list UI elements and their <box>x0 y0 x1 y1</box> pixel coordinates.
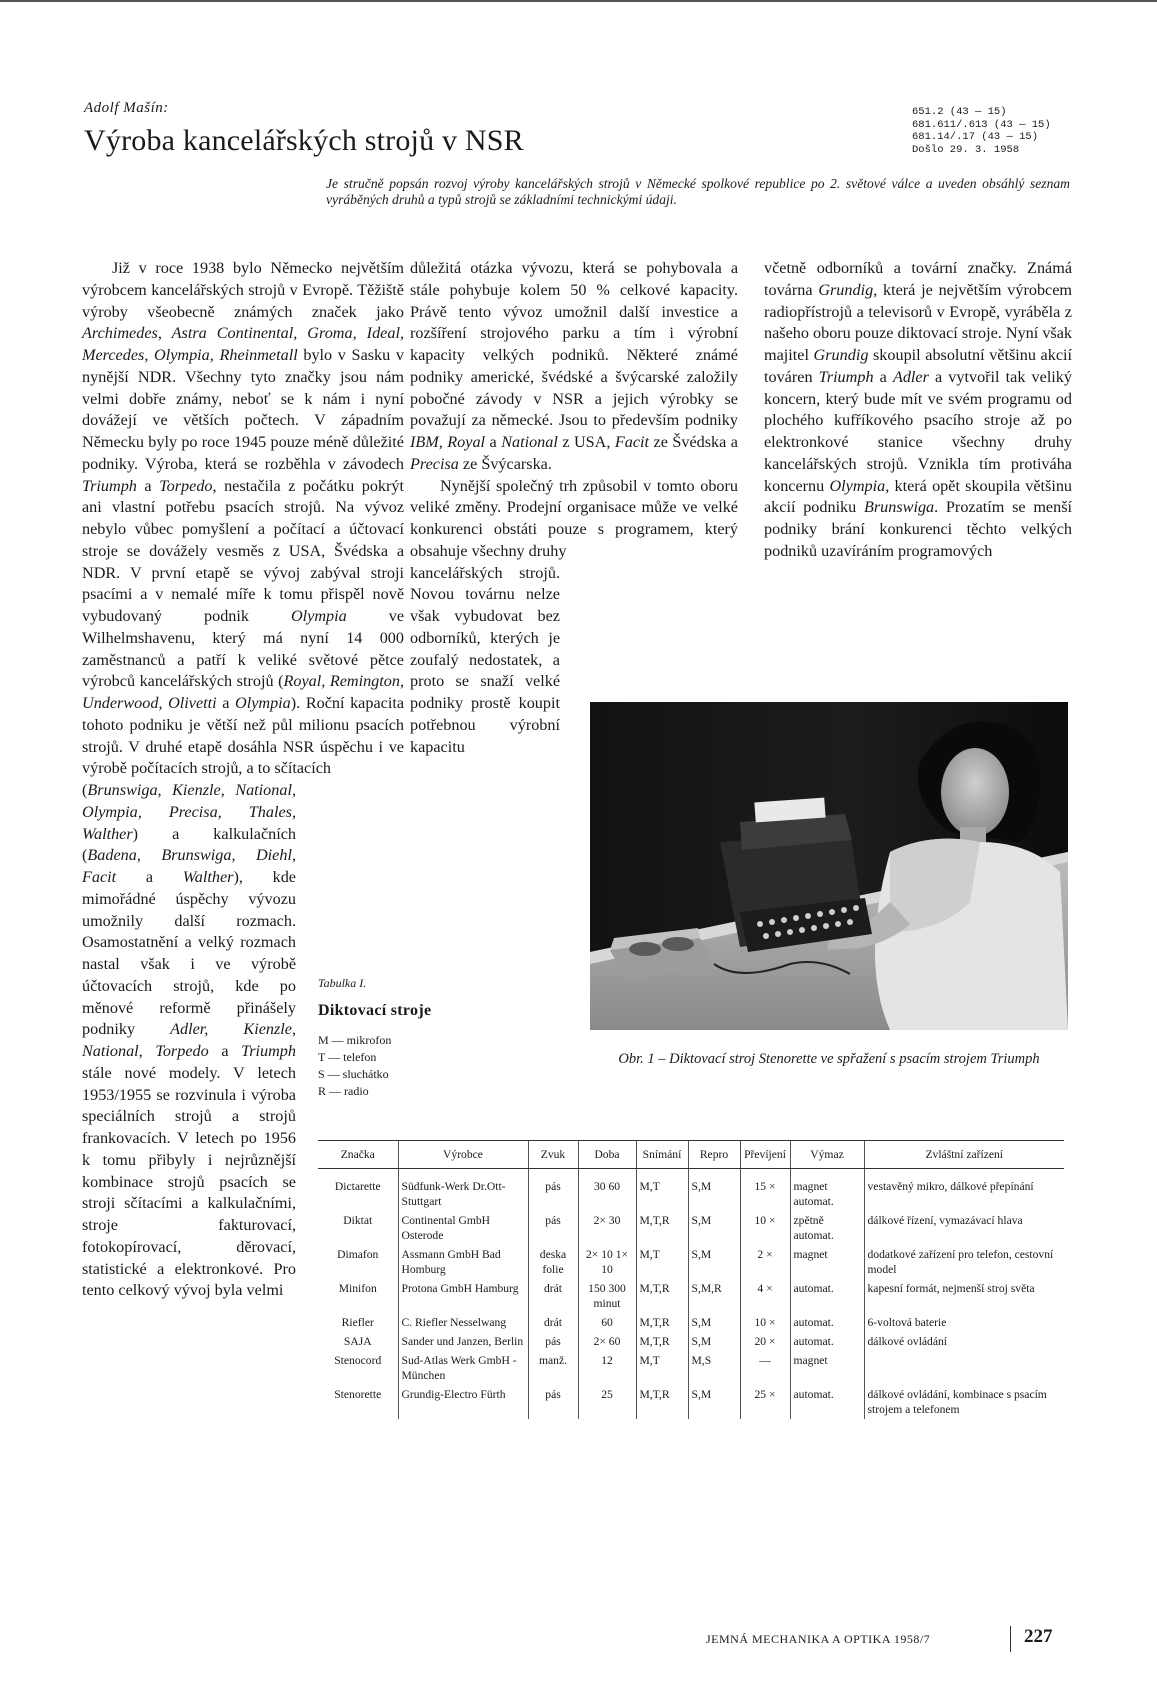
column-header: Doba <box>578 1141 636 1169</box>
table-cell: M,T,R <box>636 1385 688 1419</box>
table-cell: automat. <box>790 1385 864 1419</box>
table-cell: 6-voltová baterie <box>864 1313 1064 1332</box>
figure-caption: Obr. 1 – Diktovací stroj Stenorette ve spřažení s psacím strojem Triumph <box>618 1051 1040 1067</box>
table-cell: Continental GmbH Osterode <box>398 1211 528 1245</box>
table-cell: 2 × <box>740 1245 790 1279</box>
table-cell: Minifon <box>338 1282 377 1295</box>
table-row <box>318 1245 1064 1279</box>
table-cell: 150 300 minut <box>578 1279 636 1313</box>
body-column-3: včetně odborníků a tovární značky. Známá továrna Grundig, která je největším výrobcem radiopřístrojů a televisorů v Evropě, vyráběla z našeho oboru pouze diktovací stroje. Nyní však majitel Grundig skoupil absolutní většinu akcií továren Triumph a Adler a vytvořil tak veliký koncern, který bude mít ve svém programu od plochého kufříkového psacího stroje až po elektronkové stanice všechny druhy kancelářských strojů. Vznikla tím protiváha koncernu Olympia, která opět skoupila většinu akcií podniku Brunswiga. Prozatím se menší podniky brání konkurenci těchto velkých podniků uzavíráním programových <box>764 259 1073 560</box>
table-cell: Stenorette <box>334 1388 382 1401</box>
column-header: Zvláštní zařízení <box>864 1141 1064 1169</box>
table-cell: pás <box>528 1169 578 1212</box>
classification-codes <box>912 106 1051 156</box>
table-row <box>318 1313 1064 1332</box>
table-cell: S,M <box>688 1169 740 1212</box>
table-cell <box>864 1351 1064 1385</box>
body-column-2: důležitá otázka vývozu, která se pohybovala a stále pohybuje kolem 50 % celkové kapacity. Právě tento vývoz umožnil další investice a rozšíření strojového parku a tím i výrobní kapacity velkých podniků. Některé známé podniky americké, švédské a švýcarské založily pobočné závody v NSR a jejich výrobky se považují za německé. Jsou to především podniky IBM, Royal a National z USA, Facit ze Švédska a Precisa ze Švýcarska. Nynější společný trh způsobil v tomto oboru veliké změny. Prodejní organisace může ve velké konkurenci obstáti pouze s programem, který obsahuje všechny druhy kancelářských strojů. Novou továrnu nelze však vybudovat bez odborníků, kterých je zoufalý nedostatek, a proto se snaží velké podniky prostě koupit potřebnou výrobní kapacitu <box>410 259 738 756</box>
column-header: Výmaz <box>790 1141 864 1169</box>
column-header: Převíjení <box>740 1141 790 1169</box>
table-cell: — <box>740 1351 790 1385</box>
table-row <box>318 1332 1064 1351</box>
table-cell: pás <box>528 1385 578 1419</box>
dictation-machines-table <box>318 1140 1064 1419</box>
table-cell: 10 × <box>740 1313 790 1332</box>
table-cell: drát <box>528 1313 578 1332</box>
table-cell: magnet <box>790 1351 864 1385</box>
table-cell: S,M <box>688 1385 740 1419</box>
table-cell: M,T,R <box>636 1313 688 1332</box>
table-cell: SAJA <box>343 1335 372 1348</box>
table-cell: dálkové ovládání <box>864 1332 1064 1351</box>
table-cell: pás <box>528 1332 578 1351</box>
table-cell: 60 <box>578 1313 636 1332</box>
table-cell: Dictarette <box>334 1180 381 1193</box>
table-cell: M,T,R <box>636 1279 688 1313</box>
table-cell: 15 × <box>740 1169 790 1212</box>
table-cell: 12 <box>578 1351 636 1385</box>
table-cell: M,T <box>636 1351 688 1385</box>
table-cell: M,T,R <box>636 1332 688 1351</box>
table-cell: zpětně automat. <box>790 1211 864 1245</box>
photo-dictation-machine <box>590 702 1068 1030</box>
table-cell: Stenocord <box>334 1354 382 1367</box>
table-cell: magnet <box>790 1245 864 1279</box>
abstract: Je stručně popsán rozvoj výroby kancelářských strojů v Německé spolkové republice po 2. světové válce a uveden obsáhlý seznam vyráběných druhů a typů strojů se základními technickými údaji. <box>326 176 1070 207</box>
legend-item: M — mikrofon <box>318 1033 392 1047</box>
table-cell: 20 × <box>740 1332 790 1351</box>
table-cell: Dimafon <box>337 1248 379 1261</box>
column-header: Výrobce <box>398 1141 528 1169</box>
article-title: Výroba kancelářských strojů v NSR <box>84 124 524 157</box>
table-cell: S,M,R <box>688 1279 740 1313</box>
top-rule <box>0 0 1157 2</box>
table-cell: Sander und Janzen, Berlin <box>398 1332 528 1351</box>
udc-code-3: 681.14/.17 (43 — 15) <box>912 131 1039 143</box>
table-row <box>318 1279 1064 1313</box>
table-cell: 2× 10 1× 10 <box>578 1245 636 1279</box>
table-row <box>318 1385 1064 1419</box>
table-cell: drát <box>528 1279 578 1313</box>
table-cell: pás <box>528 1211 578 1245</box>
table-cell: dálkové ovládání, kombinace s psacím strojem a telefonem <box>864 1385 1064 1419</box>
table-cell: Sud-Atlas Werk GmbH - München <box>398 1351 528 1385</box>
table-cell: automat. <box>790 1313 864 1332</box>
table-cell: deska folie <box>528 1245 578 1279</box>
table-cell: Assmann GmbH Bad Homburg <box>398 1245 528 1279</box>
legend-item: T — telefon <box>318 1050 377 1064</box>
table-cell: Grundig-Electro Fürth <box>398 1385 528 1419</box>
table-cell: 30 60 <box>578 1169 636 1212</box>
footer-divider <box>1010 1626 1011 1652</box>
table-label: Tabulka I. <box>318 976 367 990</box>
table-cell: 2× 60 <box>578 1332 636 1351</box>
table-cell: 10 × <box>740 1211 790 1245</box>
table-cell: dodatkové zařízení pro telefon, cestovní model <box>864 1245 1064 1279</box>
table-cell: M,S <box>688 1351 740 1385</box>
table-row <box>318 1211 1064 1245</box>
table-cell: S,M <box>688 1211 740 1245</box>
typist-photo-image <box>590 702 1068 1030</box>
table-cell: Südfunk-Werk Dr.Ott-Stuttgart <box>398 1169 528 1212</box>
udc-code-1: 651.2 (43 — 15) <box>912 106 1007 118</box>
table-cell: kapesní formát, nejmenší stroj světa <box>864 1279 1064 1313</box>
body-column-1: Již v roce 1938 bylo Německo největším výrobcem kancelářských strojů v Evropě. Těžiště výroby všeobecně známých značek jako Archimedes, Astra Continental, Groma, Ideal, Mercedes, Olympia, Rheinmetall bylo v Sasku v nynější NDR. Všechny tyto značky jsou nám velmi dobře známy, neboť se k nám i nyní dovážejí ve větších počtech. V západním Německu byly po roce 1945 pouze méně důležité podniky. Výroba, která se rozběhla v závodech Triumph a Torpedo, nestačila z počátku pokrýt ani vlastní potřebu psacích strojů. Na vývoz nebylo vůbec pomyšlení a počítací a účtovací stroje se dovážely vesměs z USA, Švédska a NDR. V první etapě se vývoj zabýval stroji psacími a v nemalé míře k tomu přispěl nově vybudovaný podnik Olympia ve Wilhelmshavenu, který má nyní 14 000 zaměstnanců a patří k veliké světové pětce výrobců kancelářských strojů (Royal, Remington, Underwood, Olivetti a Olympia). Roční kapacita tohoto podniku je větší než půl milionu psacích strojů. V druhé etapě dosáhla NSR úspěchu i ve výrobě počítacích strojů, a to sčítacích (Brunswiga, Kienzle, National, Olympia, Precisa, Thales, Walther) a kalkulačních (Badena, Brunswiga, Diehl, Facit a Walther), kde mimořádné úspěchy vývozu umožnily další rozmach. Osamostatnění a velký rozmach nastal však i ve výrobě účtovacích strojů, kde po měnové reformě přinášely podniky Adler, Kienzle, National, Torpedo a Triumph stále nové modely. V letech 1953/1955 se rozvinula i výroba speciálních strojů a strojů frankovacích. V letech po 1956 k tomu přibyly i nejrůznější kombinace strojů psacích se stroji sčítacími a kalkulačními, stroje fakturovací, fotokopírovací, děrovací, statistické a elektronkové. Pro tento celkový vývoj byla velmi <box>82 259 405 1300</box>
table-cell: Protona GmbH Hamburg <box>398 1279 528 1313</box>
legend-item: S — sluchátko <box>318 1067 389 1081</box>
table-cell: manž. <box>528 1351 578 1385</box>
received-date: Došlo 29. 3. 1958 <box>912 143 1020 156</box>
table-cell: M,T <box>636 1245 688 1279</box>
table-header-row <box>318 1141 1064 1169</box>
udc-code-2: 681.611/.613 (43 — 15) <box>912 118 1051 131</box>
table-cell: 25 <box>578 1385 636 1419</box>
table-legend <box>318 1032 391 1100</box>
table-cell: 2× 30 <box>578 1211 636 1245</box>
table-cell: S,M <box>688 1245 740 1279</box>
table-cell: M,T,R <box>636 1211 688 1245</box>
table-cell: S,M <box>688 1332 740 1351</box>
table-cell: S,M <box>688 1313 740 1332</box>
table-cell: Diktat <box>343 1214 373 1227</box>
table-cell: 4 × <box>740 1279 790 1313</box>
table-cell: automat. <box>790 1279 864 1313</box>
page-number: 227 <box>1024 1626 1053 1647</box>
table-cell: vestavěný mikro, dálkové přepínání <box>864 1169 1064 1212</box>
journal-footer: JEMNÁ MECHANIKA A OPTIKA 1958/7 <box>706 1632 931 1646</box>
table-cell: automat. <box>790 1332 864 1351</box>
table-row <box>318 1351 1064 1385</box>
column-header: Repro <box>688 1141 740 1169</box>
legend-item: R — radio <box>318 1084 369 1098</box>
column-header: Snímání <box>636 1141 688 1169</box>
table-cell: C. Riefler Nesselwang <box>398 1313 528 1332</box>
table-title: Diktovací stroje <box>318 1002 432 1019</box>
table-row <box>318 1169 1064 1212</box>
author: Adolf Mašín: <box>84 100 169 116</box>
table-cell: Riefler <box>341 1316 374 1329</box>
table-cell: M,T <box>636 1169 688 1212</box>
table-cell: 25 × <box>740 1385 790 1419</box>
column-header: Značka <box>318 1141 398 1169</box>
column-header: Zvuk <box>528 1141 578 1169</box>
table-cell: dálkové řízení, vymazávací hlava <box>864 1211 1064 1245</box>
table-cell: magnet automat. <box>790 1169 864 1212</box>
